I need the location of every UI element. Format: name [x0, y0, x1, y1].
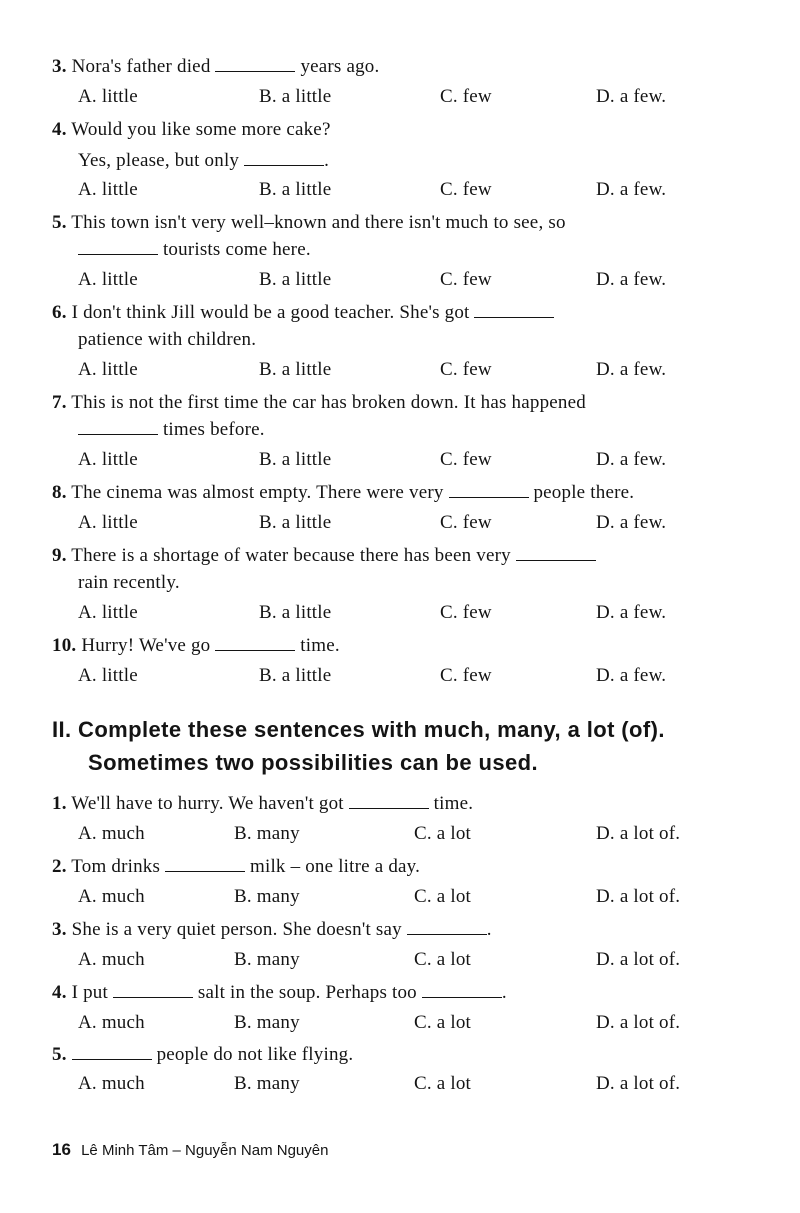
option-a[interactable]: A. much — [78, 949, 145, 970]
option-c[interactable]: C. few — [440, 512, 492, 533]
option-d[interactable]: D. a few. — [596, 269, 667, 290]
option-a[interactable]: A. much — [78, 1012, 145, 1033]
question-text: tourists come here. — [162, 239, 311, 260]
question-9-cont — [78, 569, 750, 596]
answer-blank — [474, 303, 554, 318]
option-b[interactable]: B. a little — [259, 665, 332, 686]
option-a[interactable]: A. little — [78, 359, 138, 380]
question-text: people do not like flying. — [156, 1044, 354, 1065]
section-heading-line-2: Sometimes two possibilities can be used. — [88, 750, 539, 775]
question-text: . — [501, 982, 507, 1003]
question-number: 2. — [52, 856, 67, 877]
option-d[interactable]: D. a lot of. — [596, 1073, 681, 1094]
option-d[interactable]: D. a few. — [596, 512, 667, 533]
option-b[interactable]: B. a little — [259, 449, 332, 470]
question-text: Nora's father died — [71, 56, 211, 77]
option-d[interactable]: D. a lot of. — [596, 949, 681, 970]
question-text: This is not the first time the car has broken down. It has happened — [71, 392, 586, 413]
question-number: 9. — [52, 545, 67, 566]
option-d[interactable]: D. a few. — [596, 665, 667, 686]
option-b[interactable]: B. many — [234, 949, 300, 970]
option-a[interactable]: A. little — [78, 512, 138, 533]
question-5 — [52, 209, 750, 236]
question-number: 10. — [52, 635, 77, 656]
option-b[interactable]: B. a little — [259, 359, 332, 380]
option-a[interactable]: A. little — [78, 602, 138, 623]
question-number: 1. — [52, 793, 67, 814]
question-text: Tom drinks — [71, 856, 161, 877]
question-text: I don't think Jill would be a good teacher. She's got — [71, 302, 470, 323]
question-text: times before. — [162, 419, 265, 440]
answer-blank — [78, 420, 158, 435]
option-d[interactable]: D. a lot of. — [596, 886, 681, 907]
option-a[interactable]: A. little — [78, 269, 138, 290]
answer-blank — [72, 1045, 152, 1060]
question-text: patience with children. — [78, 329, 257, 350]
answer-blank — [215, 57, 295, 72]
option-d[interactable]: D. a few. — [596, 179, 667, 200]
question-number: 5. — [52, 212, 67, 233]
question-number: 8. — [52, 482, 67, 503]
question-6-cont — [78, 326, 750, 353]
question-text: people there. — [533, 482, 635, 503]
section-heading-line-1: II. Complete these sentences with much, many, a lot (of). — [52, 717, 665, 742]
question-number: 6. — [52, 302, 67, 323]
question-8 — [52, 479, 750, 506]
option-a[interactable]: A. little — [78, 665, 138, 686]
question-text: There is a shortage of water because there has been very — [71, 545, 511, 566]
s2-question-1 — [52, 790, 750, 817]
section-2-heading — [52, 713, 752, 779]
option-c[interactable]: C. few — [440, 665, 492, 686]
page-footer — [52, 1140, 328, 1161]
answer-blank — [349, 794, 429, 809]
question-6 — [52, 299, 750, 326]
answer-blank — [516, 546, 596, 561]
option-c[interactable]: C. a lot — [414, 886, 472, 907]
answer-blank — [78, 240, 158, 255]
answer-blank — [215, 636, 295, 651]
question-text: She is a very quiet person. She doesn't say — [71, 919, 402, 940]
question-text: time. — [433, 793, 474, 814]
option-b[interactable]: B. a little — [259, 602, 332, 623]
answer-blank — [422, 983, 502, 998]
question-text: This town isn't very well–known and there isn't much to see, so — [71, 212, 566, 233]
answer-blank — [449, 483, 529, 498]
question-7 — [52, 389, 750, 416]
option-b[interactable]: B. a little — [259, 512, 332, 533]
option-d[interactable]: D. a few. — [596, 449, 667, 470]
s2-question-4 — [52, 979, 750, 1006]
question-text: Would you like some more cake? — [71, 119, 331, 140]
option-c[interactable]: C. a lot — [414, 823, 472, 844]
option-d[interactable]: D. a lot of. — [596, 823, 681, 844]
option-c[interactable]: C. few — [440, 269, 492, 290]
s2-question-3 — [52, 916, 750, 943]
question-text: Hurry! We've go — [81, 635, 211, 656]
question-text: milk – one litre a day. — [249, 856, 421, 877]
s2-question-5 — [52, 1041, 750, 1068]
question-number: 4. — [52, 119, 67, 140]
option-a[interactable]: A. little — [78, 179, 138, 200]
s2-question-2 — [52, 853, 750, 880]
option-b[interactable]: B. a little — [259, 269, 332, 290]
question-text: time. — [300, 635, 340, 656]
question-text: We'll have to hurry. We haven't got — [71, 793, 344, 814]
question-4-response — [78, 147, 750, 174]
option-b[interactable]: B. many — [234, 1073, 300, 1094]
question-number: 5. — [52, 1044, 67, 1065]
option-b[interactable]: B. a little — [259, 86, 332, 107]
question-text: rain recently. — [78, 572, 180, 593]
answer-blank — [244, 151, 324, 166]
option-a[interactable]: A. much — [78, 823, 145, 844]
question-text: I put — [71, 982, 108, 1003]
answer-blank — [165, 857, 245, 872]
option-a[interactable]: A. much — [78, 886, 145, 907]
option-c[interactable]: C. a lot — [414, 1012, 472, 1033]
option-c[interactable]: C. few — [440, 86, 492, 107]
option-c[interactable]: C. few — [440, 449, 492, 470]
question-text: salt in the soup. Perhaps too — [197, 982, 417, 1003]
option-c[interactable]: C. few — [440, 602, 492, 623]
question-text: . — [324, 150, 330, 171]
footer-authors: Lê Minh Tâm – Nguyễn Nam Nguyên — [81, 1142, 329, 1159]
question-text: years ago. — [300, 56, 380, 77]
page-number: 16 — [52, 1140, 71, 1159]
option-d[interactable]: D. a few. — [596, 602, 667, 623]
option-c[interactable]: C. a lot — [414, 949, 472, 970]
question-5-cont — [78, 236, 750, 263]
question-4 — [52, 116, 750, 143]
option-b[interactable]: B. a little — [259, 179, 332, 200]
option-d[interactable]: D. a few. — [596, 86, 667, 107]
question-text: The cinema was almost empty. There were very — [71, 482, 444, 503]
question-9 — [52, 542, 750, 569]
question-3 — [52, 53, 750, 80]
option-c[interactable]: C. a lot — [414, 1073, 472, 1094]
option-d[interactable]: D. a lot of. — [596, 1012, 681, 1033]
option-d[interactable]: D. a few. — [596, 359, 667, 380]
option-b[interactable]: B. many — [234, 823, 300, 844]
question-10 — [52, 632, 750, 659]
answer-blank — [113, 983, 193, 998]
option-c[interactable]: C. few — [440, 359, 492, 380]
question-number: 3. — [52, 919, 67, 940]
option-b[interactable]: B. many — [234, 886, 300, 907]
question-7-cont — [78, 416, 750, 443]
option-a[interactable]: A. little — [78, 449, 138, 470]
option-a[interactable]: A. little — [78, 86, 138, 107]
answer-blank — [407, 920, 487, 935]
question-number: 3. — [52, 56, 67, 77]
question-text: Yes, please, but only — [78, 150, 240, 171]
option-a[interactable]: A. much — [78, 1073, 145, 1094]
option-c[interactable]: C. few — [440, 179, 492, 200]
question-number: 7. — [52, 392, 67, 413]
option-b[interactable]: B. many — [234, 1012, 300, 1033]
question-number: 4. — [52, 982, 67, 1003]
question-text: . — [486, 919, 492, 940]
